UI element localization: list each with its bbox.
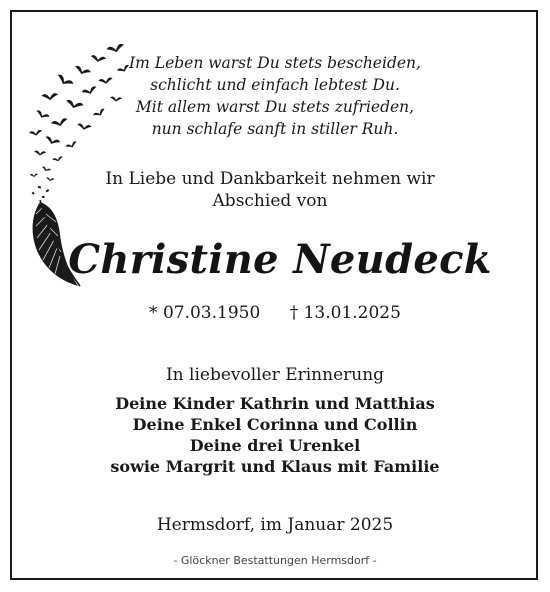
mourners-list [40, 393, 510, 477]
poem-line: nun schlafe sanft in stiller Ruh. [151, 120, 399, 138]
birth-date: * 07.03.1950 [149, 303, 261, 323]
poem-line: Im Leben warst Du stets bescheiden, [129, 54, 421, 72]
poem-line: schlicht und einfach lebtest Du. [150, 76, 400, 94]
intro-line: Abschied von [212, 191, 328, 211]
mourner-line: Deine Enkel Corinna und Collin [132, 415, 418, 434]
deceased-name: Christine Neudeck [68, 236, 492, 283]
life-dates [60, 302, 490, 324]
mourner-line: sowie Margrit und Klaus mit Familie [110, 457, 440, 476]
poem [110, 52, 440, 140]
intro-line: In Liebe und Dankbarkeit nehmen wir [105, 169, 435, 189]
death-date: † 13.01.2025 [289, 303, 401, 323]
mourner-line: Deine drei Urenkel [189, 436, 361, 455]
place-date: Hermsdorf, im Januar 2025 [156, 515, 394, 535]
poem-line: Mit allem warst Du stets zufrieden, [135, 98, 415, 116]
undertaker-credit: - Glöckner Bestattungen Hermsdorf - [173, 554, 377, 567]
intro-text [60, 168, 480, 212]
remembrance-line: In liebevoller Erinnerung [165, 365, 385, 385]
mourner-line: Deine Kinder Kathrin und Matthias [115, 394, 435, 413]
